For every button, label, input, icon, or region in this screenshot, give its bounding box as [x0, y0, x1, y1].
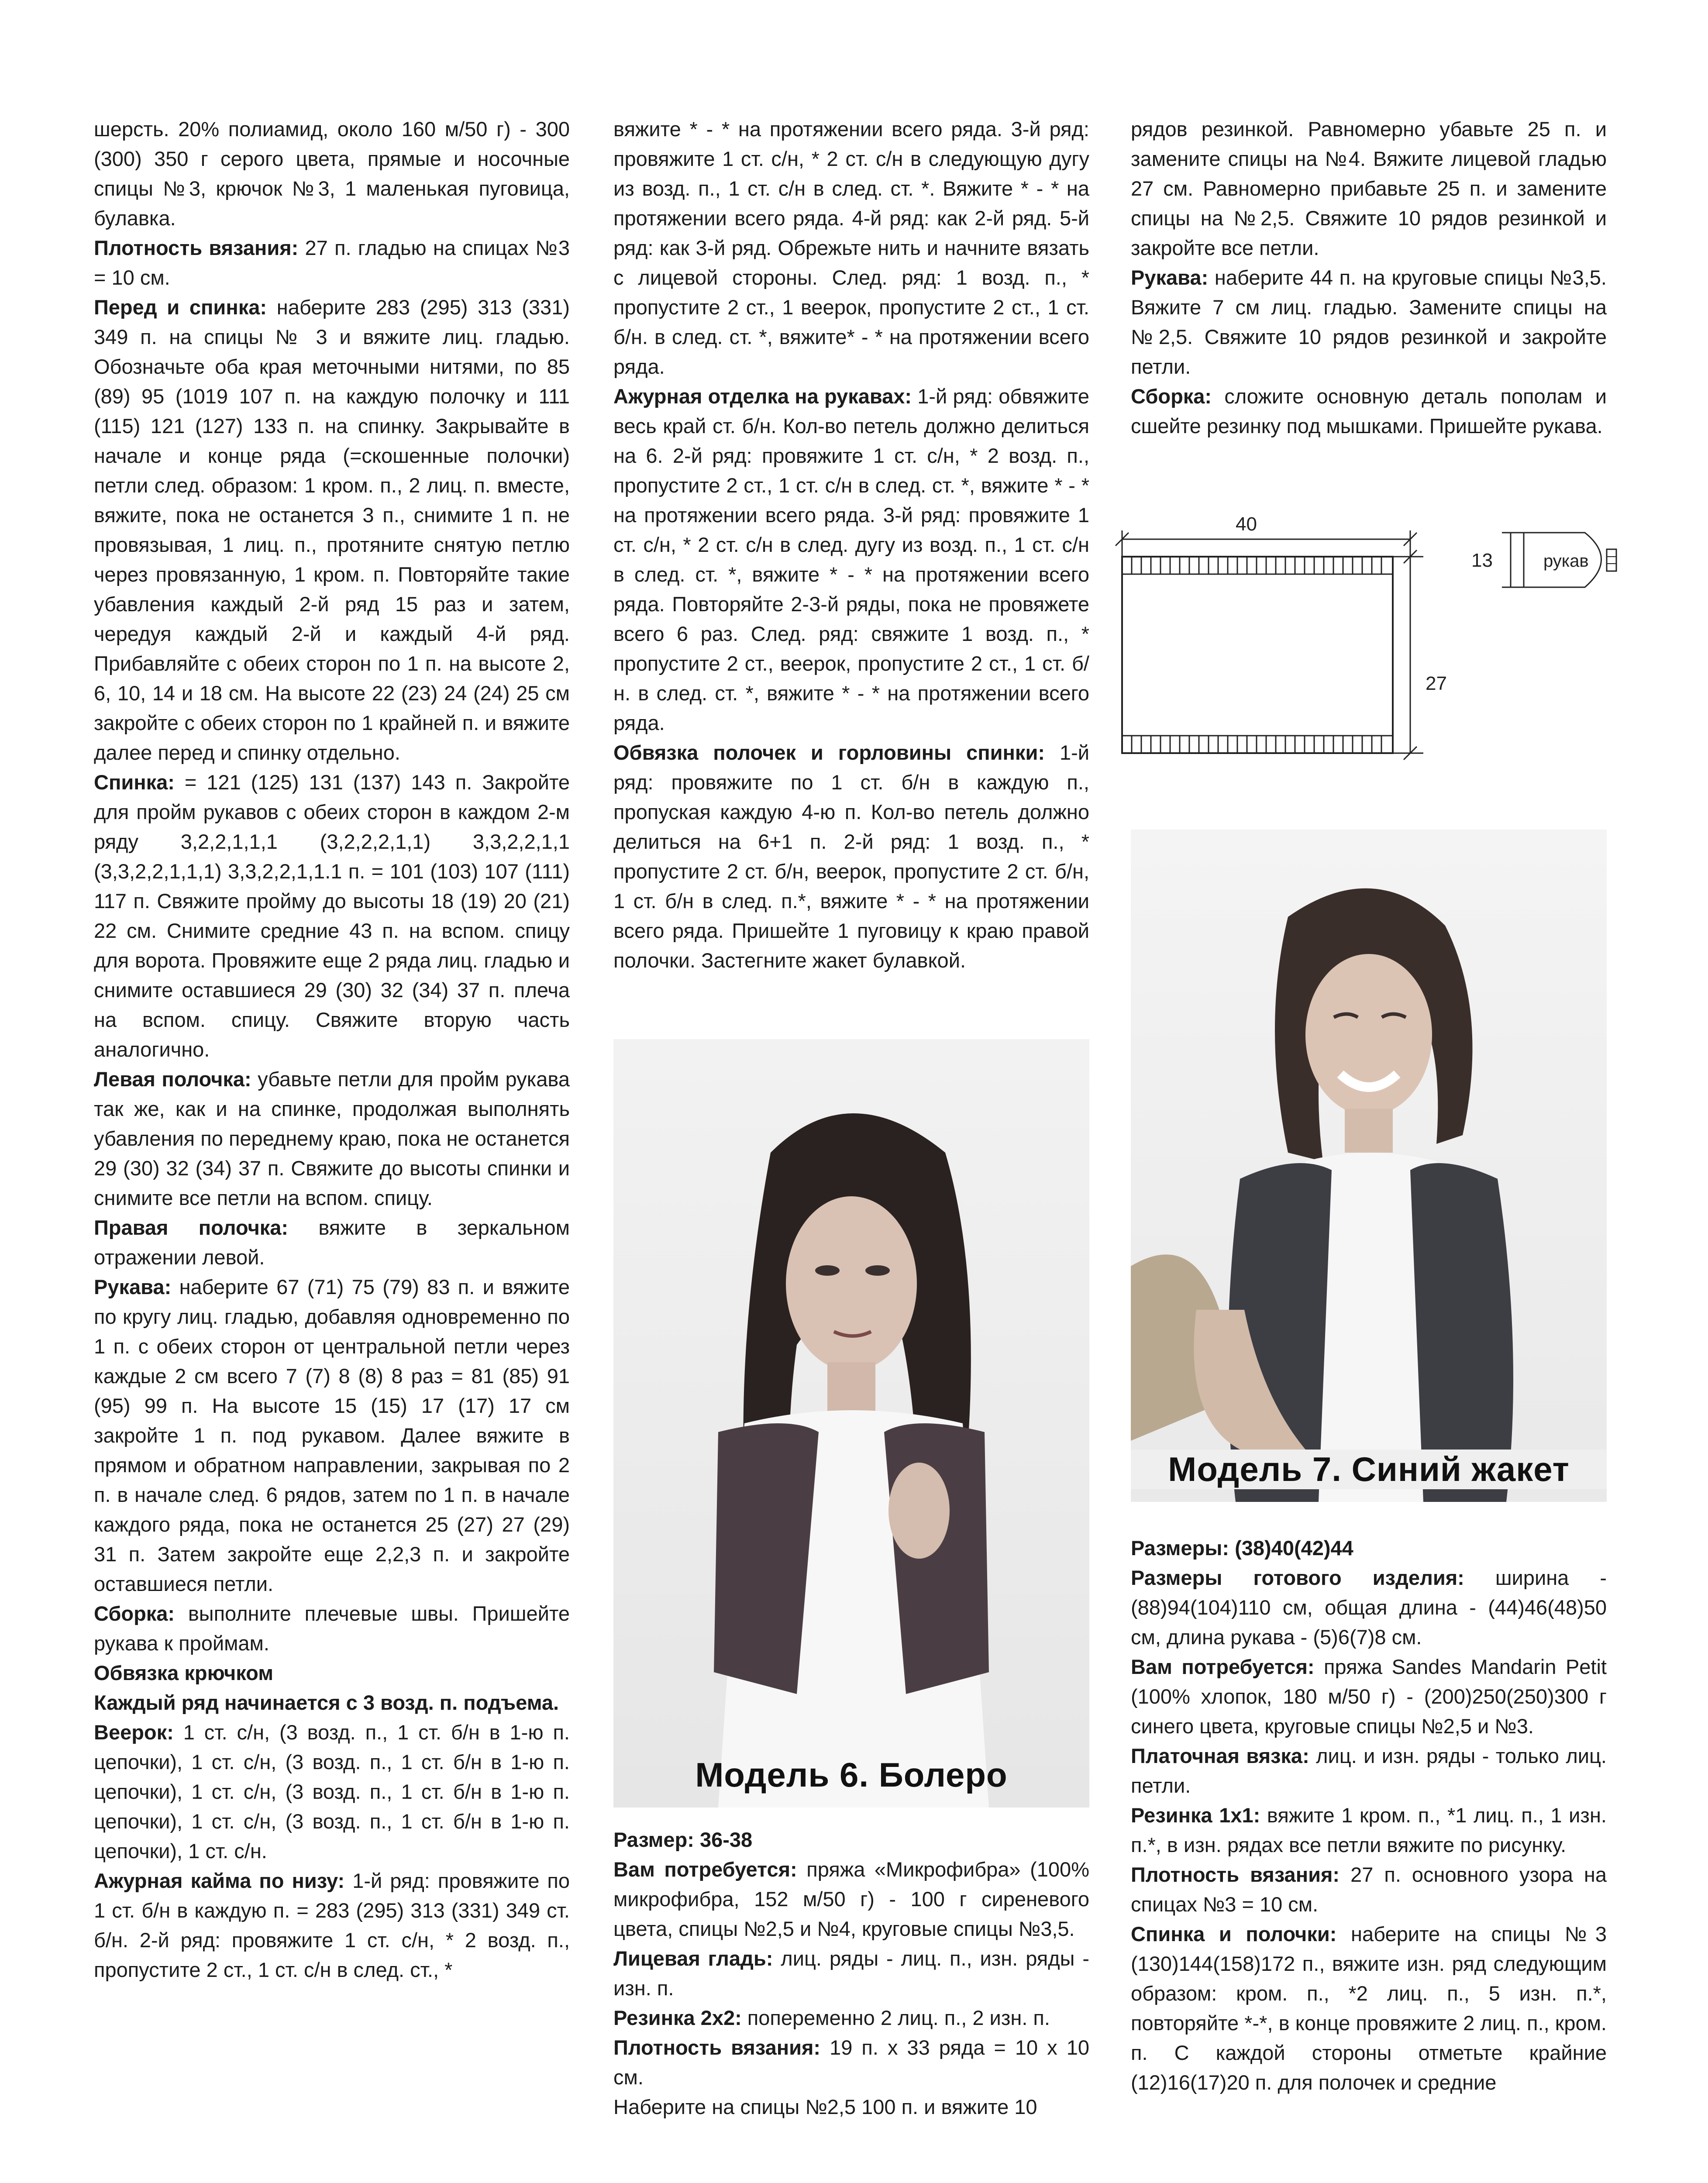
paragraph	[1131, 1860, 1607, 1919]
paragraph	[613, 1944, 1089, 2003]
paragraph-text: 1-й ряд: провяжите по 1 ст. б/н в каждую п., пропуская каждую 4-ю п. Кол-во петель должно делиться на 6+1 п. 2-й ряд: 1 возд. п., * пропустите 2 ст. б/н, веерок, пропустите 2 ст. б/н, 1 ст. б/н в след. п.*, вяжите * - * на протяжении всего ряда. Пришейте 1 пуговицу к краю правой полочки. Застегните жакет булавкой.	[613, 741, 1089, 972]
paragraph-text: вяжите в зеркальном отражении левой.	[94, 1216, 570, 1269]
paragraph-text: = 121 (125) 131 (137) 143 п. Закройте для пройм рукавов с обеих сторон в каждом 2-м ряду 3,2,2,1,1,1 (3,2,2,2,1,1) 3,3,2,2,1,1 (3,3,2,2,1,1,1) 3,3,2,2,1,1.1 п. = 101 (103) 107 (111) 117 п. Свяжите пройму до высоты 18 (19) 20 (21) 22 см. Снимите средние 43 п. на вспом. спицу для ворота. Провяжите еще 2 ряда лиц. гладью и снимите оставшиеся 29 (30) 32 (34) 37 п. плеча на вспом. спицу. Свяжите вторую часть аналогично.	[94, 771, 570, 1061]
paragraph	[94, 1064, 570, 1213]
paragraph-text: пряжа Sandes Mandarin Petit (100% хлопок, 180 м/50 г) - (200)250(250)300 г синего цвета, круговые спицы №2,5 и №3.	[1131, 1655, 1607, 1738]
paragraph	[613, 2092, 1089, 2122]
model7-photo	[1131, 830, 1607, 1502]
paragraph	[1131, 1563, 1607, 1652]
paragraph-heading: Ажурная кайма по низу:	[94, 1869, 345, 1892]
paragraph	[94, 1599, 570, 1658]
paragraph-text: 19 п. х 33 ряда = 10 х 10 см.	[613, 2036, 1090, 2089]
paragraph	[1131, 382, 1607, 441]
paragraph-heading: Спинка и полочки:	[1131, 1922, 1337, 1945]
bottom-ribbing	[1132, 736, 1381, 753]
paragraph-text: лиц. и изн. ряды - только лиц. петли.	[1131, 1744, 1607, 1797]
model6-caption: Модель 6. Болеро	[695, 1756, 1008, 1794]
paragraph	[94, 1718, 570, 1866]
paragraph	[613, 2003, 1089, 2033]
middle-column-bottom	[613, 1825, 1089, 2122]
paragraph	[94, 293, 570, 768]
paragraph-text: вяжите 1 кром. п., *1 лиц. п., 1 изн. п.*, в изн. рядах все петли вяжите по рисунку.	[1131, 1804, 1607, 1856]
paragraph-text: рядов резинкой. Равномерно убавьте 25 п. и замените спицы на №4. Вяжите лицевой гладью 27 см. Равномерно прибавьте 25 п. и замените спицы на №2,5. Свяжите 10 рядов резинкой и закройте все петли.	[1131, 117, 1607, 259]
paragraph-text: убавьте петли для пройм рукава так же, как и на спинке, продолжая выполнять убавления по переднему краю, пока не останется 29 (30) 32 (34) 37 п. Свяжите до высоты спинки и снимите все петли на вспом. спицу.	[94, 1067, 570, 1209]
paragraph	[94, 1213, 570, 1272]
paragraph-heading: Веерок:	[94, 1721, 174, 1744]
paragraph-heading: Лицевая гладь:	[613, 1947, 773, 1970]
sleeve-width-label: 13	[1471, 550, 1493, 571]
paragraph-heading: Каждый ряд начинается с 3 возд. п. подъема.	[94, 1691, 559, 1714]
paragraph-text: наберите 283 (295) 313 (331) 349 п. на спицы № 3 и вяжите лиц. гладью. Обозначьте оба края меточными нитями, по 85 (89) 95 (1019 107 п. на каждую полочку и 111 (115) 121 (127) 133 п. на спинку. Закрывайте в начале и конце ряда (=скошенные полочки) петли след. образом: 1 кром. п., 2 лиц. п. вместе, вяжите, пока не останется 3 п., снимите 1 п. не провязывая, 1 лиц. п., протяните снятую петлю через провязанную, 1 кром. п. Повторяйте такие убавления каждый 2-й ряд 15 раз и затем, чередуя каждый 2-й и каждый 4-й ряд. Прибавляйте с обеих сторон по 1 п. на высоте 2, 6, 10, 14 и 18 см. На высоте 22 (23) 24 (24) 25 см закройте с обеих сторон по 1 крайней п. и вяжите далее перед и спинку отдельно.	[94, 296, 570, 764]
paragraph-heading: Правая полочка:	[94, 1216, 289, 1239]
height-label: 27	[1426, 673, 1447, 694]
paragraph-text: ширина - (88)94(104)110 см, общая длина - (44)46(48)50 см, длина рукава - (5)6(7)8 см.	[1131, 1566, 1607, 1649]
paragraph	[1131, 1652, 1607, 1741]
paragraph	[1131, 1741, 1607, 1801]
sleeve-label: рукав	[1543, 551, 1589, 571]
paragraph	[1131, 263, 1607, 382]
paragraph-heading: Обвязка крючком	[94, 1661, 273, 1684]
paragraph-heading: Размер: 36-38	[613, 1828, 753, 1851]
model6-photo	[613, 1039, 1089, 1808]
paragraph-heading: Размеры готового изделия:	[1131, 1566, 1464, 1589]
paragraph-heading: Перед и спинка:	[94, 296, 267, 319]
paragraph-heading: Резинка 1х1:	[1131, 1804, 1260, 1827]
paragraph	[613, 1855, 1089, 1944]
paragraph-text: лиц. ряды - лиц. п., изн. ряды - изн. п.	[613, 1947, 1090, 2000]
paragraph-heading: Рукава:	[1131, 266, 1209, 289]
middle-column	[613, 114, 1089, 975]
paragraph	[94, 1658, 570, 1688]
paragraph-heading: Плотность вязания:	[613, 2036, 821, 2059]
paragraph-heading: Размеры: (38)40(42)44	[1131, 1536, 1353, 1560]
paragraph-heading: Спинка:	[94, 771, 175, 794]
paragraph	[94, 1866, 570, 1985]
paragraph-heading: Платочная вязка:	[1131, 1744, 1309, 1767]
paragraph-text: 1 ст. с/н, (3 возд. п., 1 ст. б/н в 1-ю п. цепочки), 1 ст. с/н, (3 возд. п., 1 ст. б/н в 1-ю п. цепочки), 1 ст. с/н, (3 возд. п., 1 ст. б/н в 1-ю п. цепочки), 1 ст. с/н, (3 возд. п., 1 ст. б/н в 1-ю п. цепочки), 1 ст. с/н.	[94, 1721, 570, 1863]
paragraph-heading: Вам потребуется:	[1131, 1655, 1315, 1678]
paragraph-text: наберите на спицы №3 (130)144(158)172 п., вяжите изн. ряд следующим образом: кром. п., *2 лиц. п., 5 изн. п.*, повторяйте *-*, в конце провяжите 2 лиц. п., кром. п. С каждой стороны отметьте крайние (12)16(17)20 п. для полочек и средние	[1131, 1922, 1607, 2094]
paragraph-text: наберите 44 п. на круговые спицы №3,5. Вяжите 7 см лиц. гладью. Замените спицы на №2,5. Свяжите 10 рядов резинкой и закройте петли.	[1131, 266, 1607, 378]
paragraph	[94, 1688, 570, 1718]
paragraph-heading: Рукава:	[94, 1275, 172, 1298]
paragraph	[94, 1272, 570, 1599]
paragraph-heading: Левая полочка:	[94, 1067, 251, 1091]
paragraph-text: выполните плечевые швы. Пришейте рукава к проймам.	[94, 1602, 570, 1655]
paragraph-text: попеременно 2 лиц. п., 2 изн. п.	[741, 2006, 1050, 2029]
paragraph	[613, 382, 1089, 738]
paragraph	[1131, 1919, 1607, 2097]
model7-illustration	[1131, 830, 1607, 1502]
paragraph-heading: Ажурная отделка на рукавах:	[613, 385, 912, 408]
paragraph-text: 27 п. гладью на спицах №3 = 10 см.	[94, 236, 570, 289]
width-label: 40	[1236, 515, 1257, 535]
paragraph	[613, 738, 1089, 975]
model6-illustration	[613, 1039, 1089, 1808]
paragraph-heading: Резинка 2х2:	[613, 2006, 742, 2029]
paragraph-heading: Сборка:	[94, 1602, 175, 1625]
paragraph	[94, 768, 570, 1064]
top-ribbing	[1132, 557, 1381, 574]
right-column	[1131, 114, 1607, 441]
paragraph	[613, 114, 1089, 382]
left-column	[94, 114, 570, 1985]
right-column-bottom	[1131, 1533, 1607, 2097]
paragraph	[613, 2033, 1089, 2092]
paragraph-heading: Сборка:	[1131, 385, 1212, 408]
paragraph-heading: Плотность вязания:	[1131, 1863, 1340, 1886]
paragraph-text: сложите основную деталь пополам и сшейте резинку под мышками. Пришейте рукава.	[1131, 385, 1607, 437]
paragraph	[1131, 1533, 1607, 1563]
paragraph-text: шерсть. 20% полиамид, около 160 м/50 г) - 300 (300) 350 г серого цвета, прямые и носочные спицы №3, крючок №3, 1 маленькая пуговица, булавка.	[94, 117, 570, 230]
model7-caption: Модель 7. Синий жакет	[1131, 1450, 1607, 1489]
paragraph-text: пряжа «Микрофибра» (100% микрофибра, 152 м/50 г) - 100 г сиреневого цвета, спицы №2,5 и №4, круговые спицы №3,5.	[613, 1858, 1089, 1940]
paragraph	[1131, 114, 1607, 263]
paragraph-heading: Вам потребуется:	[613, 1858, 797, 1881]
paragraph-text: вяжите * - * на протяжении всего ряда. 3-й ряд: провяжите 1 ст. с/н, * 2 ст. с/н в следующую дугу из возд. п., 1 ст. с/н в след. ст. *. Вяжите * - * на протяжении всего ряда. 4-й ряд: как 2-й ряд. 5-й ряд: как 3-й ряд. Обрежьте нить и начните вязать с лицевой стороны. След. ряд: 1 возд. п., * пропустите 2 ст., 1 веерок, пропустите 2 ст., 1 ст. б/н. в след. ст. *, вяжите* - * на протяжении всего ряда.	[613, 117, 1089, 378]
paragraph	[94, 114, 570, 233]
paragraph-text: 1-й ряд: обвяжите весь край ст. б/н. Кол-во петель должно делиться на 6. 2-й ряд: провяжите 1 ст. с/н, * 2 возд. п., пропустите 2 ст., 1 ст. с/н в след. ст. *, вяжите * - * на протяжении всего ряда. 3-й ряд: провяжите 1 ст. с/н, * 2 ст. с/н в след. дугу из возд. п., 1 ст. с/н в след. ст. *, вяжите * - * на протяжении всего ряда. Повторяйте 2-3-й ряды, пока не провяжете всего 6 раз. След. ряд: свяжите 1 возд. п., * пропустите 2 ст., веерок, пропустите 2 ст., 1 ст. б/н. в след. ст. *, вяжите * - * на протяжении всего ряда.	[613, 385, 1089, 734]
paragraph-heading: Обвязка полочек и горловины спинки:	[613, 741, 1045, 764]
paragraph-text: Наберите на спицы №2,5 100 п. и вяжите 10	[613, 2095, 1037, 2118]
paragraph	[94, 233, 570, 293]
paragraph-heading: Плотность вязания:	[94, 236, 299, 259]
paragraph	[1131, 1801, 1607, 1860]
paragraph-text: 1-й ряд: провяжите по 1 ст. б/н в каждую п. = 283 (295) 313 (331) 349 ст. б/н. 2-й ряд: провяжите 1 ст. с/н, * 2 возд. п., пропустите 2 ст., 1 ст. с/н в след. ст., *	[94, 1869, 570, 1981]
paragraph	[613, 1825, 1089, 1855]
paragraph-text: 27 п. основного узора на спицах №3 = 10 см.	[1131, 1863, 1607, 1916]
pattern-schematic	[1105, 515, 1637, 795]
paragraph-text: наберите 67 (71) 75 (79) 83 п. и вяжите по кругу лиц. гладью, добавляя одновременно по 1 п. с обеих сторон от центральной петли через каждые 2 см всего 7 (7) 8 (8) 8 раз = 81 (85) 91 (95) 99 п. На высоте 15 (15) 17 (17) 17 см закройте 1 п. под рукавом. Далее вяжите в прямом и обратном направлении, закрывая по 2 п. в начале след. 6 рядов, затем по 1 п. в начале каждого ряда, пока не останется 25 (27) 27 (29) 31 п. Затем закройте еще 2,2,3 п. и закройте оставшиеся петли.	[94, 1275, 570, 1595]
